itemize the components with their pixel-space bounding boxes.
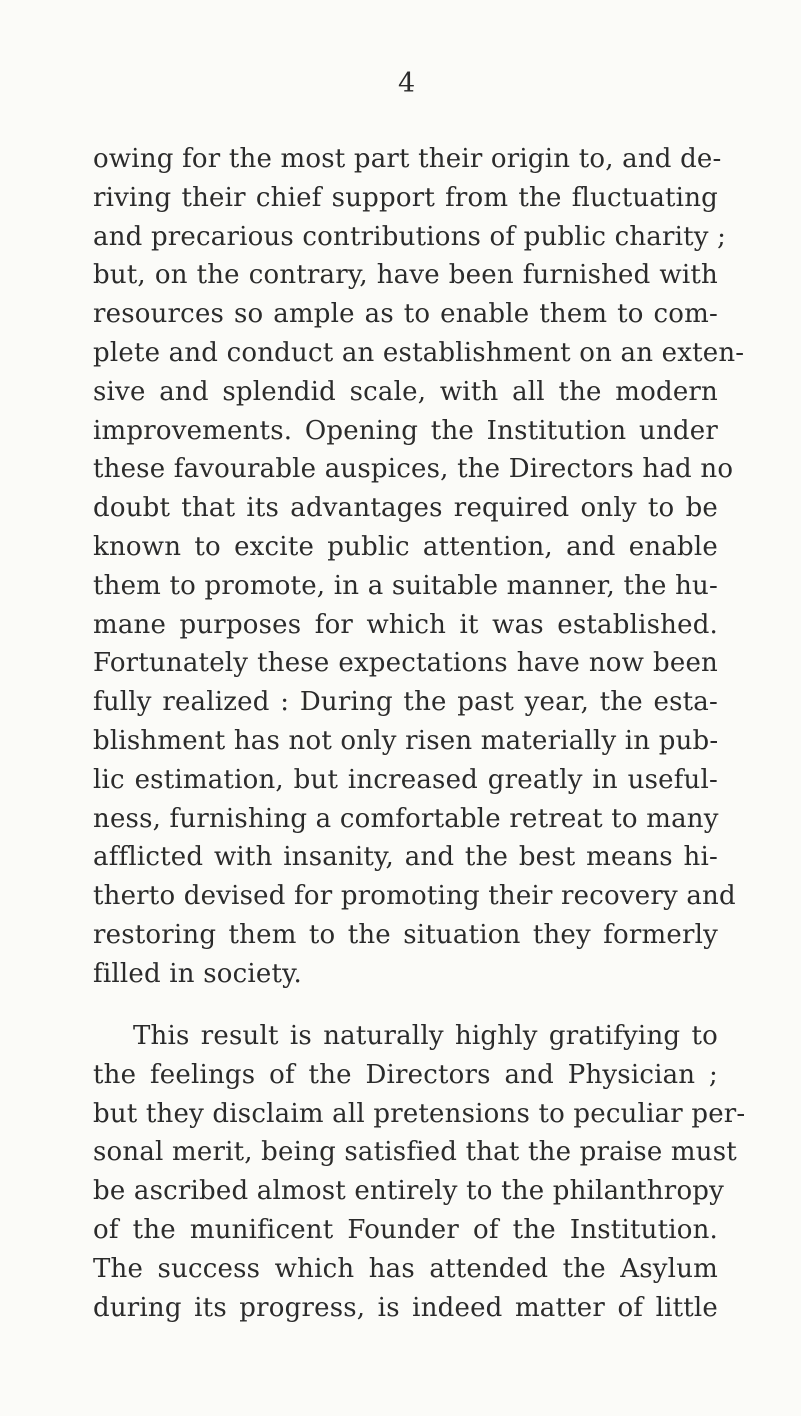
text-line: known to excite public attention, and enable <box>93 531 718 562</box>
paragraph-1 <box>93 140 745 994</box>
text-line: and precarious contributions of public charity ; <box>93 221 727 252</box>
text-line: owing for the most part their origin to, and de- <box>93 144 722 174</box>
text-line: mane purposes for which it was established. <box>93 609 718 640</box>
text-line: during its progress, is indeed matter of little <box>93 1292 718 1323</box>
text-line: of the munificent Founder of the Institution. <box>93 1214 718 1245</box>
text-line: restoring them to the situation they formerly <box>93 919 718 950</box>
text-line: therto devised for promoting their recovery and <box>93 881 736 912</box>
text-line: improvements. Opening the Institution under <box>93 415 718 446</box>
text-line: lic estimation, but increased greatly in useful- <box>93 764 718 795</box>
text-line: the feelings of the Directors and Physician ; <box>93 1059 718 1090</box>
text-line: doubt that its advantages required only to be <box>93 493 718 524</box>
text-line: blishment has not only risen materially in pub- <box>93 725 719 756</box>
text-line: but they disclaim all pretensions to peculiar per- <box>93 1098 746 1129</box>
paragraph-2 <box>93 1017 746 1327</box>
text-line: ness, furnishing a comfortable retreat to many <box>93 803 719 834</box>
text-line: riving their chief support from the fluctuating <box>93 182 718 213</box>
text-line: This result is naturally highly gratifying to <box>133 1021 718 1051</box>
text-line: afflicted with insanity, and the best means hi- <box>93 842 718 873</box>
text-line: plete and conduct an establishment on an exten- <box>93 337 745 368</box>
text-line: but, on the contrary, have been furnished with <box>93 260 718 291</box>
text-line: these favourable auspices, the Directors had no <box>93 454 734 485</box>
text-line: sive and splendid scale, with all the modern <box>93 376 718 407</box>
text-line: filled in society. <box>93 958 302 989</box>
page-number: 4 <box>398 68 416 99</box>
text-line: The success which has attended the Asylum <box>93 1253 718 1284</box>
text-line: fully realized : During the past year, the esta- <box>93 687 718 718</box>
text-line: sonal merit, being satisfied that the praise must <box>93 1137 737 1168</box>
text-line: be ascribed almost entirely to the philanthropy <box>93 1176 725 1207</box>
text-line: resources so ample as to enable them to com- <box>93 299 718 330</box>
text-line: Fortunately these expectations have now been <box>93 648 718 679</box>
text-line: them to promote, in a suitable manner, the hu- <box>93 570 718 601</box>
